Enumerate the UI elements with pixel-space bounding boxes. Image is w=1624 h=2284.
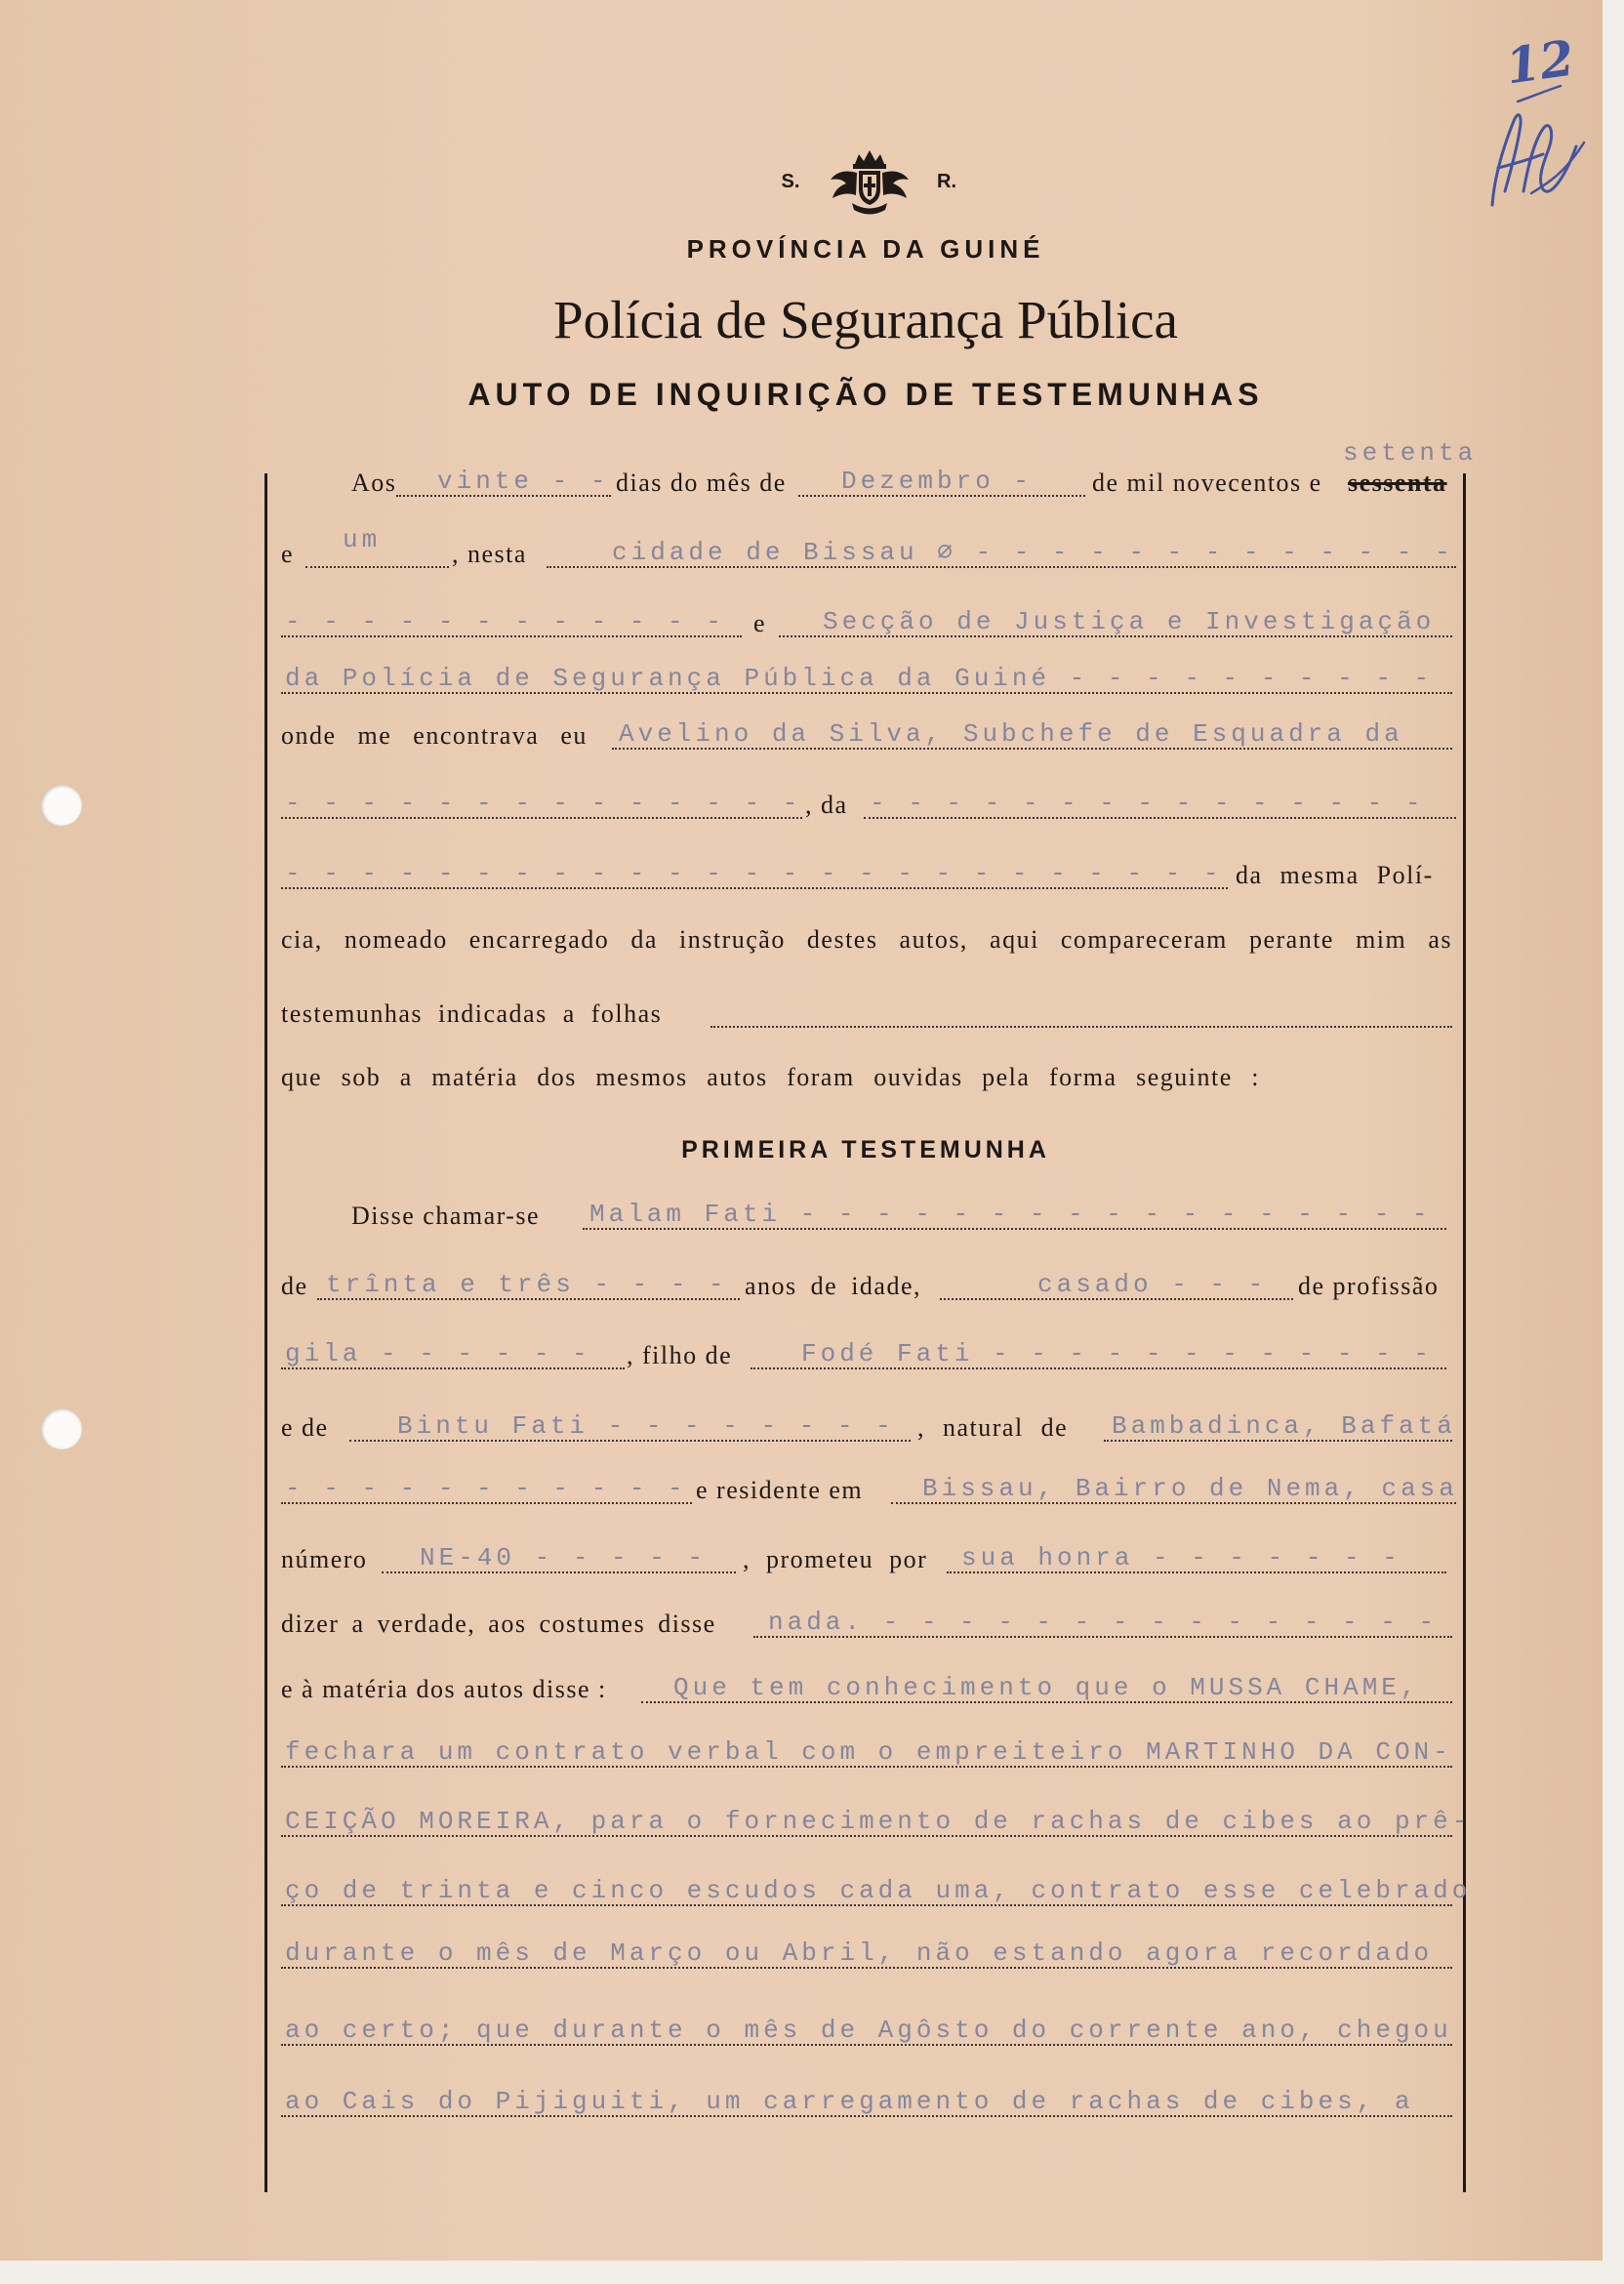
- father-field: Fodé Fati - - - - - - - - - - - -: [801, 1339, 1433, 1368]
- punch-hole: [41, 785, 82, 826]
- numero-label: número: [281, 1545, 368, 1573]
- idade-label: anos de idade,: [745, 1272, 922, 1300]
- officer-continued-field: - - - - - - - - - - - - - -: [285, 789, 802, 818]
- office-field: Secção de Justiça e Investigação: [823, 607, 1436, 636]
- statement-line: Que tem conhecimento que o MUSSA CHAME,: [673, 1673, 1420, 1702]
- unit-continued-field: - - - - - - - - - - - - - - - - - - - - - - - - -: [285, 859, 1223, 888]
- residente-label: e residente em: [696, 1476, 864, 1504]
- forma-text: que sob a matéria dos mesmos autos foram ouvidas pela forma seguinte :: [281, 1063, 1260, 1091]
- e-de-label: e de: [281, 1413, 329, 1442]
- seal-letter-r: R.: [937, 171, 956, 192]
- natural-label: , natural de: [917, 1413, 1069, 1442]
- year-typed-correction: setenta: [1343, 438, 1478, 468]
- form-title: AUTO DE INQUIRIÇÃO DE TESTEMUNHAS: [467, 377, 1264, 412]
- profissao-label: de profissão: [1298, 1272, 1440, 1300]
- dotted-rule: [305, 566, 449, 568]
- office-continued-field: da Polícia de Segurança Pública da Guiné - - - - - - - - - -: [285, 664, 1434, 693]
- handwritten-signature: [1479, 78, 1591, 224]
- statement-line: ço de trinta e cinco escudos cada uma, contrato esse celebrado: [285, 1876, 1472, 1905]
- punch-hole: [41, 1408, 82, 1449]
- marital-status-field: casado - - -: [1037, 1270, 1268, 1299]
- prometeu-label: , prometeu por: [743, 1545, 928, 1573]
- mesma-policia-label: da mesma Polí-: [1236, 861, 1434, 889]
- profession-field: gila - - - - - -: [285, 1339, 591, 1368]
- de-label: de: [281, 1272, 308, 1300]
- left-frame-rule: [264, 473, 267, 2192]
- coat-of-arms-icon: [826, 146, 914, 217]
- filho-label: , filho de: [627, 1341, 733, 1369]
- chamar-label: Disse chamar-se: [351, 1202, 541, 1230]
- handwritten-page-number: 12: [1502, 28, 1578, 96]
- nesta-label: , nesta: [452, 540, 527, 568]
- place-field: cidade de Bissau ∅ - - - - - - - - - - - - -: [612, 538, 1454, 567]
- officer-field: Avelino da Silva, Subchefe de Esquadra da: [619, 719, 1403, 749]
- costumes-field: nada. - - - - - - - - - - - - - - -: [768, 1608, 1439, 1637]
- unit-field: - - - - - - - - - - - - - - -: [870, 789, 1425, 818]
- onde-label: onde me encontrava eu: [281, 721, 588, 750]
- folhas-label: testemunhas indicadas a folhas: [281, 999, 663, 1028]
- name-field: Malam Fati - - - - - - - - - - - - - - - - -: [589, 1200, 1432, 1229]
- dotted-rule: [710, 1026, 1452, 1028]
- nomeado-text: cia, nomeado encarregado da instrução destes autos, aqui compareceram perante mim as: [281, 925, 1452, 954]
- province-heading: PROVÍNCIA DA GUINÉ: [686, 234, 1045, 264]
- day-field: vinte - -: [437, 467, 610, 496]
- agency-heading: Polícia de Segurança Pública: [553, 290, 1178, 349]
- seal-letter-s: S.: [781, 171, 800, 192]
- birthplace-field: Bambadinca, Bafatá: [1112, 1411, 1456, 1441]
- house-number-field: NE-40 - - - - -: [420, 1543, 708, 1572]
- right-frame-rule: [1463, 473, 1466, 2192]
- statement-line: ao certo; que durante o mês de Agôsto do corrente ano, chegou: [285, 2016, 1452, 2045]
- year-label: de mil novecentos e: [1092, 469, 1322, 497]
- year-printed-struck: sessenta: [1348, 469, 1447, 497]
- aos-label: Aos: [351, 469, 397, 497]
- statement-line: durante o mês de Março ou Abril, não estando agora recordado: [285, 1938, 1434, 1968]
- materia-label: e à matéria dos autos disse :: [281, 1675, 607, 1703]
- witness-heading: PRIMEIRA TESTEMUNHA: [681, 1136, 1050, 1163]
- statement-line: fechara um contrato verbal com o empreiteiro MARTINHO DA CON-: [285, 1737, 1452, 1767]
- month-field: Dezembro -: [841, 467, 1034, 496]
- e-label-2: e: [753, 609, 767, 637]
- oath-field: sua honra - - - - - - -: [961, 1543, 1401, 1572]
- da-label: , da: [805, 791, 848, 819]
- statement-line: CEIÇÃO MOREIRA, para o fornecimento de rachas de cibes ao prê-: [285, 1807, 1472, 1836]
- dias-label: dias do mês de: [616, 469, 787, 497]
- statement-line: ao Cais do Pijiguiti, um carregamento de rachas de cibes, a: [285, 2087, 1414, 2116]
- e-label: e: [281, 540, 295, 568]
- residence-field: Bissau, Bairro de Nema, casa: [922, 1474, 1458, 1503]
- age-field: trînta e três - - - -: [326, 1270, 728, 1299]
- place-continued-field: - - - - - - - - - - - -: [285, 607, 725, 636]
- costumes-label: dizer a verdade, aos costumes disse: [281, 1610, 716, 1638]
- mother-field: Bintu Fati - - - - - - - -: [397, 1411, 895, 1441]
- birthplace-continued-field: - - - - - - - - - - -: [285, 1474, 687, 1503]
- year-units-field: um: [343, 525, 382, 554]
